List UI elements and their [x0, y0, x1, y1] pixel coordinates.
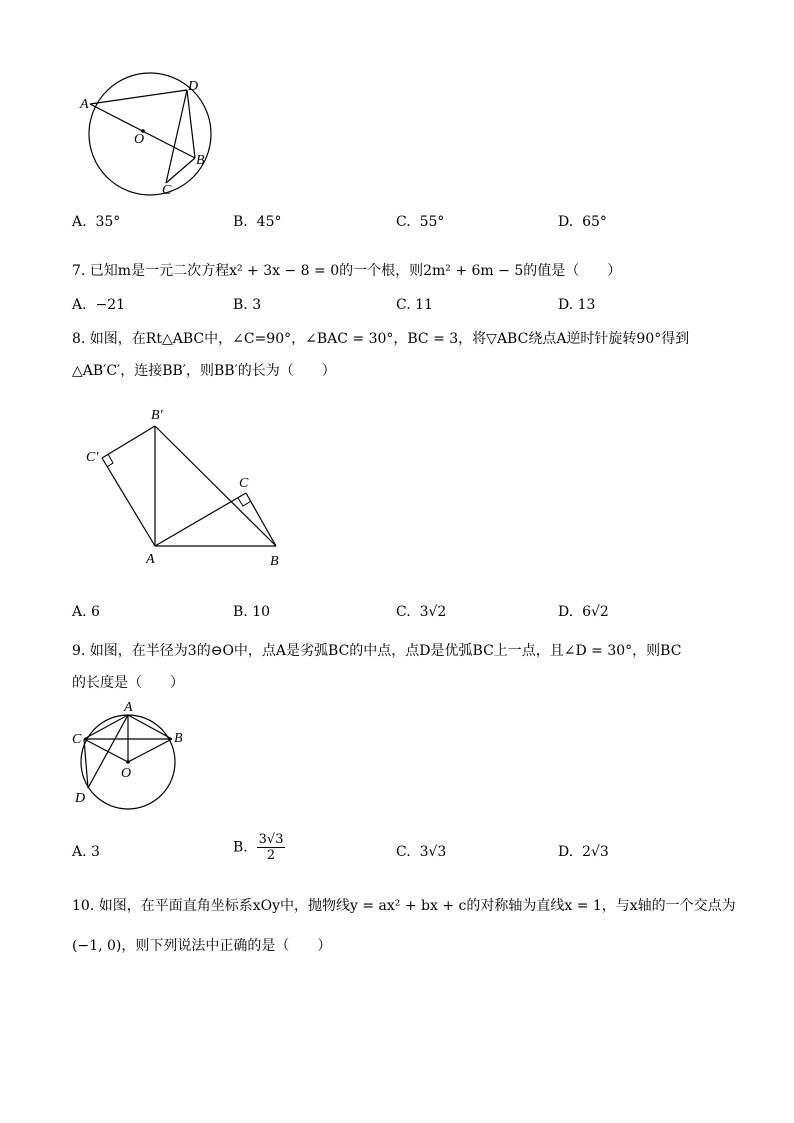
label-cp: C′	[86, 450, 99, 465]
q6-option-b[interactable]: B. 45°	[233, 214, 282, 230]
label-a: A	[80, 97, 89, 112]
segment-co	[84, 739, 128, 762]
q8-option-d[interactable]: D. 6√2	[558, 604, 609, 620]
segment-cpa	[102, 458, 155, 546]
label-a: A	[124, 700, 133, 715]
q8-option-b[interactable]: B. 10	[233, 604, 271, 620]
segment-ab	[128, 715, 172, 739]
segment-ad	[90, 90, 187, 104]
label-b: B	[174, 731, 183, 746]
label-c: C	[239, 476, 249, 491]
label-b: B	[270, 554, 279, 569]
label-a: A	[146, 552, 155, 567]
segment-ac	[155, 493, 246, 546]
q9-option-c[interactable]: C. 3√3	[396, 844, 447, 860]
q7-option-b[interactable]: B. 3	[233, 297, 262, 313]
segment-bpcp	[102, 426, 155, 458]
q8-stem-line1: 8. 如图，在Rt△ABC中，∠C=90°，∠BAC = 30°，BC = 3，将▽ABC绕点A逆时针旋转90°得到	[72, 331, 690, 347]
q7-option-d[interactable]: D. 13	[558, 297, 596, 313]
q10-stem-line2: (−1, 0)，则下列说法中正确的是（ ）	[72, 938, 332, 954]
q9-circle-figure	[68, 698, 188, 810]
segment-db	[187, 90, 195, 158]
segment-dc	[166, 90, 187, 183]
segment-ob	[128, 739, 172, 762]
segment-bbp	[155, 426, 276, 546]
q9-stem-line2: 的长度是（ ）	[72, 675, 184, 691]
label-d: D	[75, 791, 86, 806]
label-c: C	[72, 732, 82, 747]
q9-option-b[interactable]: B. $\frac{3√3}{2}$	[233, 832, 284, 863]
label-b: B	[196, 153, 205, 168]
q8-stem-line2: △AB′C′，连接BB′，则BB′的长为（ ）	[72, 363, 336, 379]
q6-option-a[interactable]: A. 35°	[72, 214, 121, 230]
q9-stem-line1: 9. 如图，在半径为3的⊖O中，点A是劣弧BC的中点，点D是优弧BC上一点，且∠D = 30°，则BC	[72, 643, 682, 659]
fraction: $\frac{3√3}{2}$	[258, 832, 284, 863]
label-c: C	[162, 183, 172, 198]
q8-option-c[interactable]: C. 3√2	[396, 604, 447, 620]
q7-option-a[interactable]: A. −21	[72, 297, 126, 313]
q6-option-c[interactable]: C. 55°	[396, 214, 445, 230]
label-o: O	[121, 766, 132, 781]
label-d: D	[188, 79, 199, 94]
q10-stem-line1: 10. 如图，在平面直角坐标系xOy中，抛物线y = ax² + bx + c的对称轴为直线x = 1，与x轴的一个交点为	[72, 898, 736, 914]
q9-option-d[interactable]: D. 2√3	[558, 844, 609, 860]
q8-triangle-figure	[80, 400, 300, 575]
right-angle-cp	[107, 454, 113, 467]
center-point	[126, 760, 130, 764]
q6-circle-figure	[70, 70, 230, 200]
label-o: O	[134, 132, 145, 147]
q9-option-a[interactable]: A. 3	[72, 844, 100, 860]
q7-option-c[interactable]: C. 11	[396, 297, 433, 313]
q8-option-a[interactable]: A. 6	[72, 604, 100, 620]
q6-option-d[interactable]: D. 65°	[558, 214, 607, 230]
q7-stem: 7. 已知m是一元二次方程x² + 3x − 8 = 0的一个根，则2m² + 6m − 5的值是（ ）	[72, 263, 622, 279]
label-bp: B′	[151, 408, 163, 423]
